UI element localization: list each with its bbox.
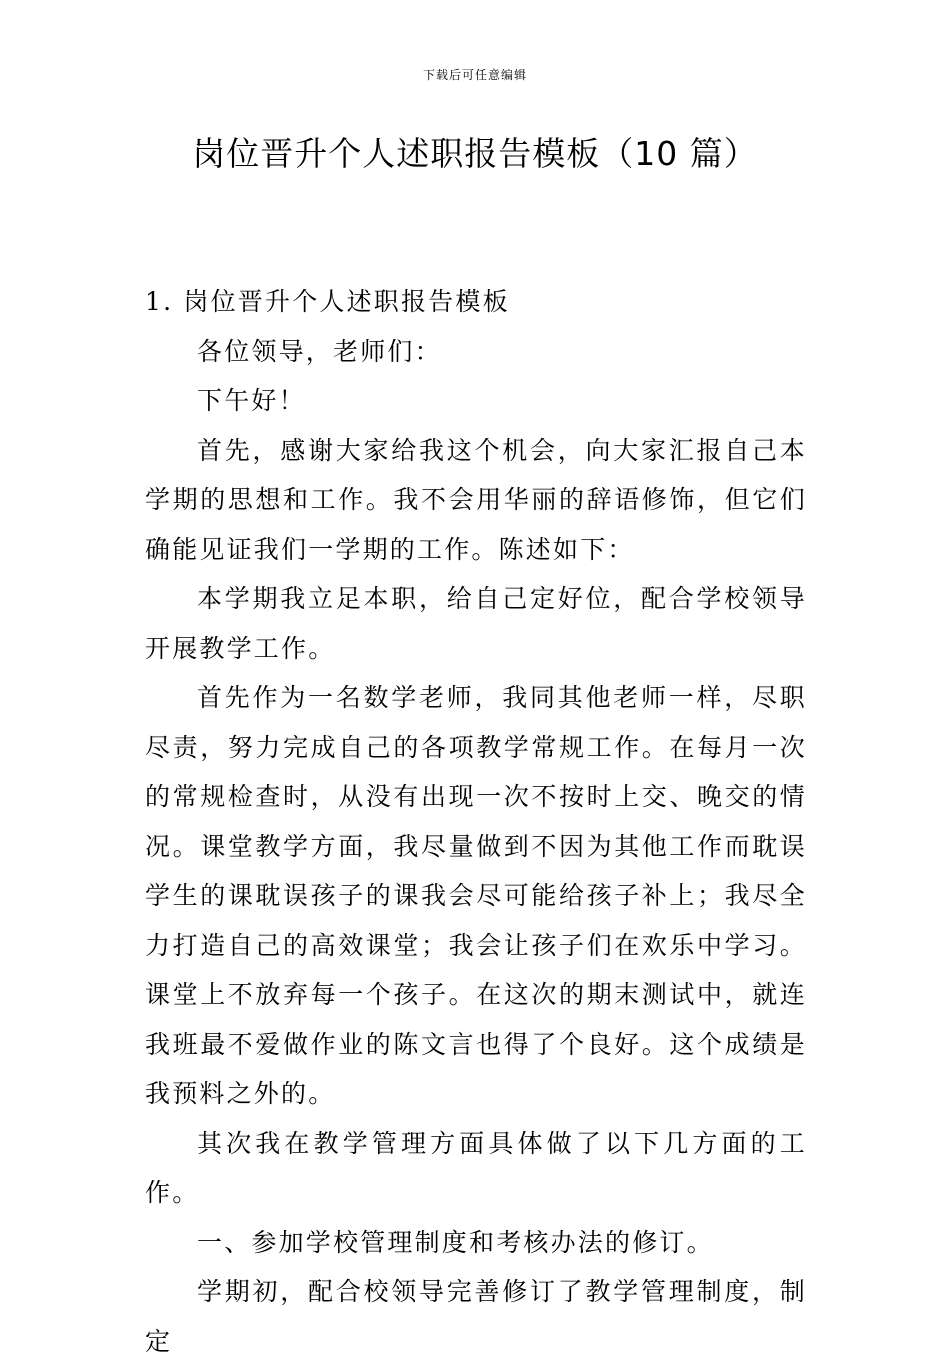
paragraph-greeting: 下午好！ [197, 386, 306, 415]
document-title: 岗位晋升个人述职报告模板（10 篇） [192, 134, 758, 173]
paragraph-item-one: 一、参加学校管理制度和考核办法的修订。 [197, 1227, 714, 1257]
paragraph-management-intro: 其次我在教学管理方面具体做了以下几方面的工作。 [145, 1128, 807, 1207]
paragraph-teaching: 首先作为一名数学老师，我同其他老师一样，尽职尽责，努力完成自己的各项教学常规工作。在每月一次的常规检查时，从没有出现一次不按时上交、晚交的情况。课堂教学方面，我尽量做到不因为其他工作而耽误学生的课耽误孩子的课我会尽可能给孩子补上；我尽全力打造自己的高效课堂；我会让孩子们在欢乐中学习。课堂上不放弃每一个孩子。在这次的期末测试中，就连我班最不爱做作业的陈文言也得了个良好。这个成绩是我预料之外的。 [145, 683, 807, 1108]
paragraph-intro: 首先，感谢大家给我这个机会，向大家汇报自己本学期的思想和工作。我不会用华丽的辞语修饰，但它们确能见证我们一学期的工作。陈述如下： [145, 435, 807, 564]
header-note: 下载后可任意编辑 [422, 68, 527, 82]
paragraph-position: 本学期我立足本职，给自己定好位，配合学校领导开展教学工作。 [145, 584, 807, 663]
document-body [145, 277, 807, 1366]
paragraph-salutation: 各位领导，老师们： [197, 336, 442, 366]
paragraph-semester-start: 学期初，配合校领导完善修订了教学管理制度，制定 [145, 1277, 807, 1356]
section-heading: 1. 岗位晋升个人述职报告模板 [145, 287, 510, 316]
